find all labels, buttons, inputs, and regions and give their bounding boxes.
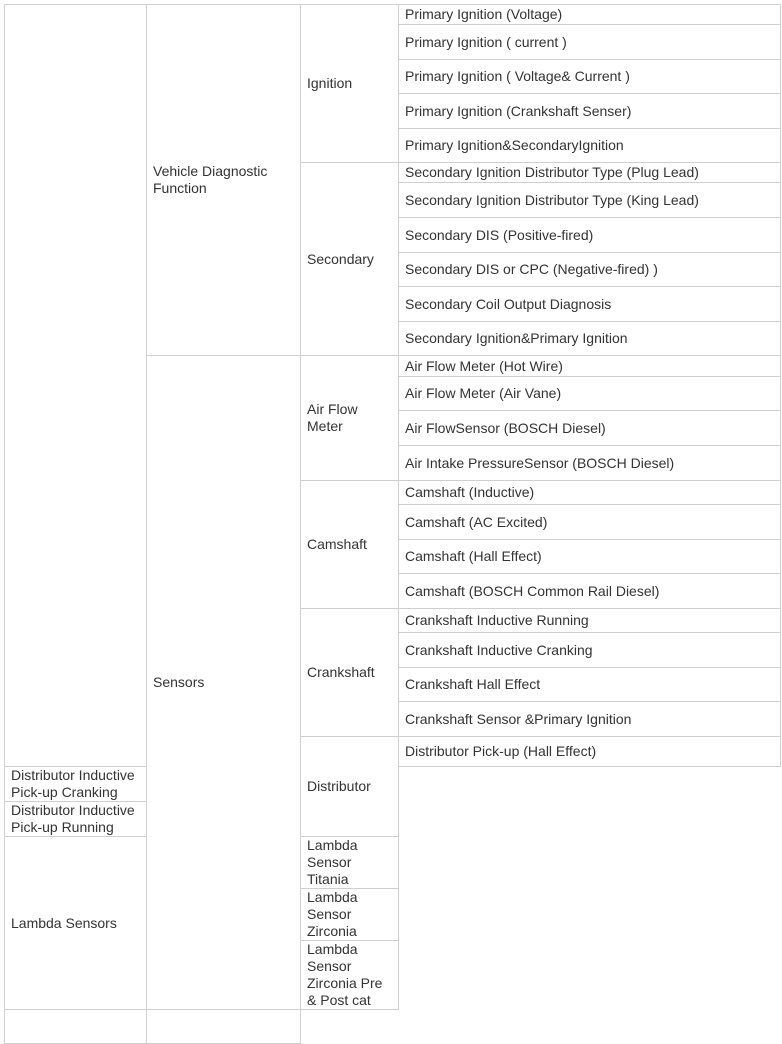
group-cell-lambda-sensors: Lambda Sensors [5, 837, 147, 1010]
item-cell: Primary Ignition ( Voltage& Current ) [399, 60, 781, 94]
item-cell: Camshaft (AC Excited) [399, 505, 781, 540]
item-cell: Camshaft (Inductive) [399, 481, 781, 505]
item-cell: Crankshaft Hall Effect [399, 668, 781, 702]
item-cell: Secondary Ignition&Primary Ignition [399, 322, 781, 356]
item-cell: Camshaft (Hall Effect) [399, 540, 781, 574]
item-cell: Distributor Inductive Pick-up Running [5, 802, 147, 837]
group-cell-distributor: Distributor [301, 737, 399, 837]
group-cell-secondary: Secondary [301, 163, 399, 356]
group-cell-camshaft: Camshaft [301, 481, 399, 609]
item-cell: Secondary Coil Output Diagnosis [399, 287, 781, 322]
group-cell-crankshaft: Crankshaft [301, 609, 399, 737]
item-cell: Secondary DIS or CPC (Negative-fired) ) [399, 253, 781, 287]
item-cell: Primary Ignition (Crankshaft Senser) [399, 94, 781, 129]
item-cell: Crankshaft Inductive Running [399, 609, 781, 633]
item-cell: Lambda Sensor Zirconia [301, 889, 399, 941]
left-empty-column [5, 5, 147, 767]
item-cell: Secondary Ignition Distributor Type (King Lead) [399, 183, 781, 218]
group-cell-ignition: Ignition [301, 5, 399, 163]
item-cell: Primary Ignition ( current ) [399, 25, 781, 60]
item-cell: Crankshaft Sensor &Primary Ignition [399, 702, 781, 737]
category-cell-vehicle-diagnostic: Vehicle Diagnostic Function [147, 5, 301, 356]
item-cell: Lambda Sensor Titania [301, 837, 399, 889]
item-cell-continued [147, 1010, 301, 1044]
item-cell: Secondary DIS (Positive-fired) [399, 218, 781, 253]
item-cell: Lambda Sensor Zirconia Pre & Post cat [301, 941, 399, 1010]
item-cell: Air Flow Meter (Air Vane) [399, 377, 781, 411]
item-cell: Primary Ignition&SecondaryIgnition [399, 129, 781, 163]
item-cell: Secondary Ignition Distributor Type (Plug Lead) [399, 163, 781, 183]
item-cell: Primary Ignition (Voltage) [399, 5, 781, 25]
item-cell-continued [5, 1010, 147, 1044]
item-cell: Camshaft (BOSCH Common Rail Diesel) [399, 574, 781, 609]
item-cell: Crankshaft Inductive Cranking [399, 633, 781, 668]
item-cell: Air Intake PressureSensor (BOSCH Diesel) [399, 446, 781, 481]
item-cell: Air Flow Meter (Hot Wire) [399, 356, 781, 377]
item-cell: Distributor Inductive Pick-up Cranking [5, 767, 147, 802]
item-cell: Distributor Pick-up (Hall Effect) [399, 737, 781, 767]
group-cell-air-flow-meter: Air Flow Meter [301, 356, 399, 481]
diagnostic-functions-table [4, 4, 781, 1044]
item-cell: Air FlowSensor (BOSCH Diesel) [399, 411, 781, 446]
category-cell-sensors: Sensors [147, 356, 301, 1010]
